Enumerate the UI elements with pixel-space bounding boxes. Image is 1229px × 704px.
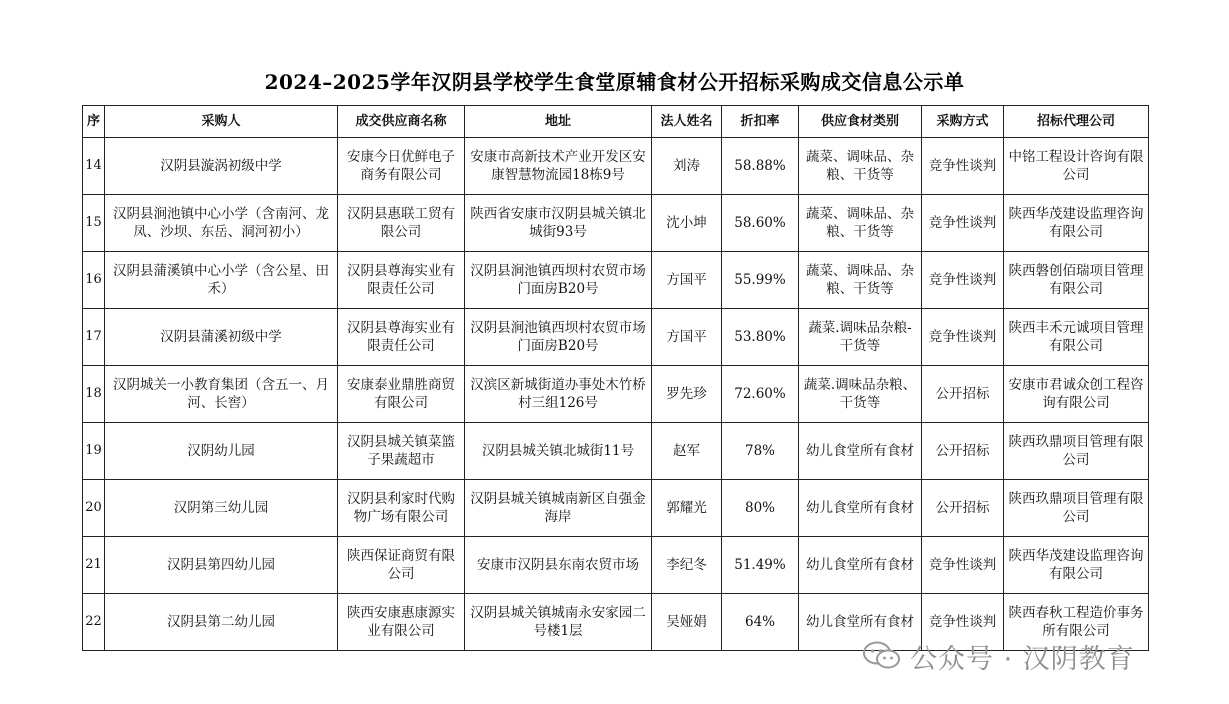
cell-discount-rate: 72.60%: [722, 366, 799, 423]
cell-seq: 17: [83, 309, 105, 366]
cell-supplier: 陕西保证商贸有限公司: [338, 537, 465, 594]
cell-supplier: 陕西安康惠康源实业有限公司: [338, 594, 465, 651]
table-row: [83, 366, 1149, 423]
cell-procurement-method: 竞争性谈判: [922, 537, 1004, 594]
cell-purchaser: 汉阴县蒲溪初级中学: [105, 309, 338, 366]
cell-address: 汉阴县涧池镇西坝村农贸市场门面房B20号: [465, 252, 652, 309]
column-header: 成交供应商名称: [338, 106, 465, 138]
cell-supplier: 汉阴县尊海实业有限责任公司: [338, 252, 465, 309]
table-row: [83, 138, 1149, 195]
cell-discount-rate: 78%: [722, 423, 799, 480]
cell-procurement-method: 竞争性谈判: [922, 252, 1004, 309]
cell-procurement-method: 竞争性谈判: [922, 138, 1004, 195]
cell-address: 安康市高新技术产业开发区安康智慧物流园18栋9号: [465, 138, 652, 195]
cell-seq: 15: [83, 195, 105, 252]
cell-legal-person: 方国平: [652, 252, 722, 309]
cell-procurement-method: 公开招标: [922, 480, 1004, 537]
procurement-result-table: [82, 105, 1149, 651]
cell-seq: 14: [83, 138, 105, 195]
cell-agency: 陕西玖鼎项目管理有限公司: [1004, 423, 1149, 480]
cell-seq: 18: [83, 366, 105, 423]
cell-legal-person: 李纪冬: [652, 537, 722, 594]
cell-procurement-method: 竞争性谈判: [922, 309, 1004, 366]
cell-legal-person: 吴娅娟: [652, 594, 722, 651]
cell-purchaser: 汉阴县第四幼儿园: [105, 537, 338, 594]
cell-agency: 陕西玖鼎项目管理有限公司: [1004, 480, 1149, 537]
cell-food-category: 幼儿食堂所有食材: [799, 537, 922, 594]
cell-food-category: 幼儿食堂所有食材: [799, 594, 922, 651]
cell-agency: 陕西华茂建设监理咨询有限公司: [1004, 195, 1149, 252]
cell-procurement-method: 公开招标: [922, 366, 1004, 423]
cell-address: 汉滨区新城街道办事处木竹桥村三组126号: [465, 366, 652, 423]
cell-legal-person: 沈小坤: [652, 195, 722, 252]
table-body: [83, 138, 1149, 651]
cell-procurement-method: 竞争性谈判: [922, 594, 1004, 651]
cell-seq: 21: [83, 537, 105, 594]
watermark-text: 公众号 · 汉阴教育: [910, 643, 1135, 675]
table-row: [83, 195, 1149, 252]
cell-discount-rate: 53.80%: [722, 309, 799, 366]
cell-discount-rate: 58.88%: [722, 138, 799, 195]
cell-food-category: 幼儿食堂所有食材: [799, 423, 922, 480]
column-header: 供应食材类别: [799, 106, 922, 138]
cell-agency: 安康市君诚众创工程咨询有限公司: [1004, 366, 1149, 423]
cell-purchaser: 汉阴城关一小教育集团（含五一、月河、长窖）: [105, 366, 338, 423]
cell-purchaser: 汉阴县涧池镇中心小学（含南河、龙凤、沙坝、东岳、洞河初小）: [105, 195, 338, 252]
watermark: [862, 636, 1135, 676]
table-header-row: [83, 106, 1149, 138]
cell-agency: 陕西丰禾元诚项目管理有限公司: [1004, 309, 1149, 366]
table-row: [83, 537, 1149, 594]
cell-discount-rate: 80%: [722, 480, 799, 537]
cell-agency: 陕西华茂建设监理咨询有限公司: [1004, 537, 1149, 594]
cell-procurement-method: 竞争性谈判: [922, 195, 1004, 252]
cell-legal-person: 罗先珍: [652, 366, 722, 423]
cell-purchaser: 汉阴县漩涡初级中学: [105, 138, 338, 195]
table-row: [83, 423, 1149, 480]
cell-supplier: 安康泰业鼎胜商贸有限公司: [338, 366, 465, 423]
cell-address: 汉阴县城关镇城南永安家园二号楼1层: [465, 594, 652, 651]
cell-purchaser: 汉阴幼儿园: [105, 423, 338, 480]
cell-food-category: 蔬菜.调味品杂粮、干货等: [799, 366, 922, 423]
cell-procurement-method: 公开招标: [922, 423, 1004, 480]
column-header: 地址: [465, 106, 652, 138]
cell-purchaser: 汉阴第三幼儿园: [105, 480, 338, 537]
cell-legal-person: 赵军: [652, 423, 722, 480]
cell-address: 汉阴县涧池镇西坝村农贸市场门面房B20号: [465, 309, 652, 366]
cell-supplier: 汉阴县惠联工贸有限公司: [338, 195, 465, 252]
cell-food-category: 蔬菜、调味品、杂粮、干货等: [799, 252, 922, 309]
cell-agency: 陕西春秋工程造价事务所有限公司: [1004, 594, 1149, 651]
cell-purchaser: 汉阴县蒲溪镇中心小学（含公星、田禾）: [105, 252, 338, 309]
column-header: 折扣率: [722, 106, 799, 138]
table-row: [83, 480, 1149, 537]
cell-discount-rate: 55.99%: [722, 252, 799, 309]
cell-address: 安康市汉阴县东南农贸市场: [465, 537, 652, 594]
cell-supplier: 安康今日优鲜电子商务有限公司: [338, 138, 465, 195]
cell-supplier: 汉阴县城关镇菜篮子果蔬超市: [338, 423, 465, 480]
column-header: 采购方式: [922, 106, 1004, 138]
cell-supplier: 汉阴县利家时代购物广场有限公司: [338, 480, 465, 537]
table-container: [82, 105, 1148, 651]
document-title: 2024–2025学年汉阴县学校学生食堂原辅食材公开招标采购成交信息公示单: [264, 70, 965, 94]
cell-legal-person: 刘涛: [652, 138, 722, 195]
table-row: [83, 309, 1149, 366]
cell-food-category: 蔬菜、调味品、杂粮、干货等: [799, 195, 922, 252]
cell-seq: 16: [83, 252, 105, 309]
wechat-icon: [862, 640, 902, 672]
cell-discount-rate: 51.49%: [722, 537, 799, 594]
cell-agency: 陕西磐创佰瑞项目管理有限公司: [1004, 252, 1149, 309]
cell-discount-rate: 64%: [722, 594, 799, 651]
table-row: [83, 252, 1149, 309]
cell-seq: 19: [83, 423, 105, 480]
column-header: 招标代理公司: [1004, 106, 1149, 138]
cell-purchaser: 汉阴县第二幼儿园: [105, 594, 338, 651]
cell-address: 汉阴县城关镇北城街11号: [465, 423, 652, 480]
cell-seq: 20: [83, 480, 105, 537]
cell-discount-rate: 58.60%: [722, 195, 799, 252]
column-header: 法人姓名: [652, 106, 722, 138]
cell-address: 汉阴县城关镇城南新区自强金海岸: [465, 480, 652, 537]
cell-food-category: 蔬菜.调味品杂粮-干货等: [799, 309, 922, 366]
cell-legal-person: 郭耀光: [652, 480, 722, 537]
cell-food-category: 蔬菜、调味品、杂粮、干货等: [799, 138, 922, 195]
column-header: 采购人: [105, 106, 338, 138]
cell-food-category: 幼儿食堂所有食材: [799, 480, 922, 537]
cell-address: 陕西省安康市汉阴县城关镇北城街93号: [465, 195, 652, 252]
cell-seq: 22: [83, 594, 105, 651]
cell-legal-person: 方国平: [652, 309, 722, 366]
cell-agency: 中铭工程设计咨询有限公司: [1004, 138, 1149, 195]
column-header: 序: [83, 106, 105, 138]
cell-supplier: 汉阴县尊海实业有限责任公司: [338, 309, 465, 366]
